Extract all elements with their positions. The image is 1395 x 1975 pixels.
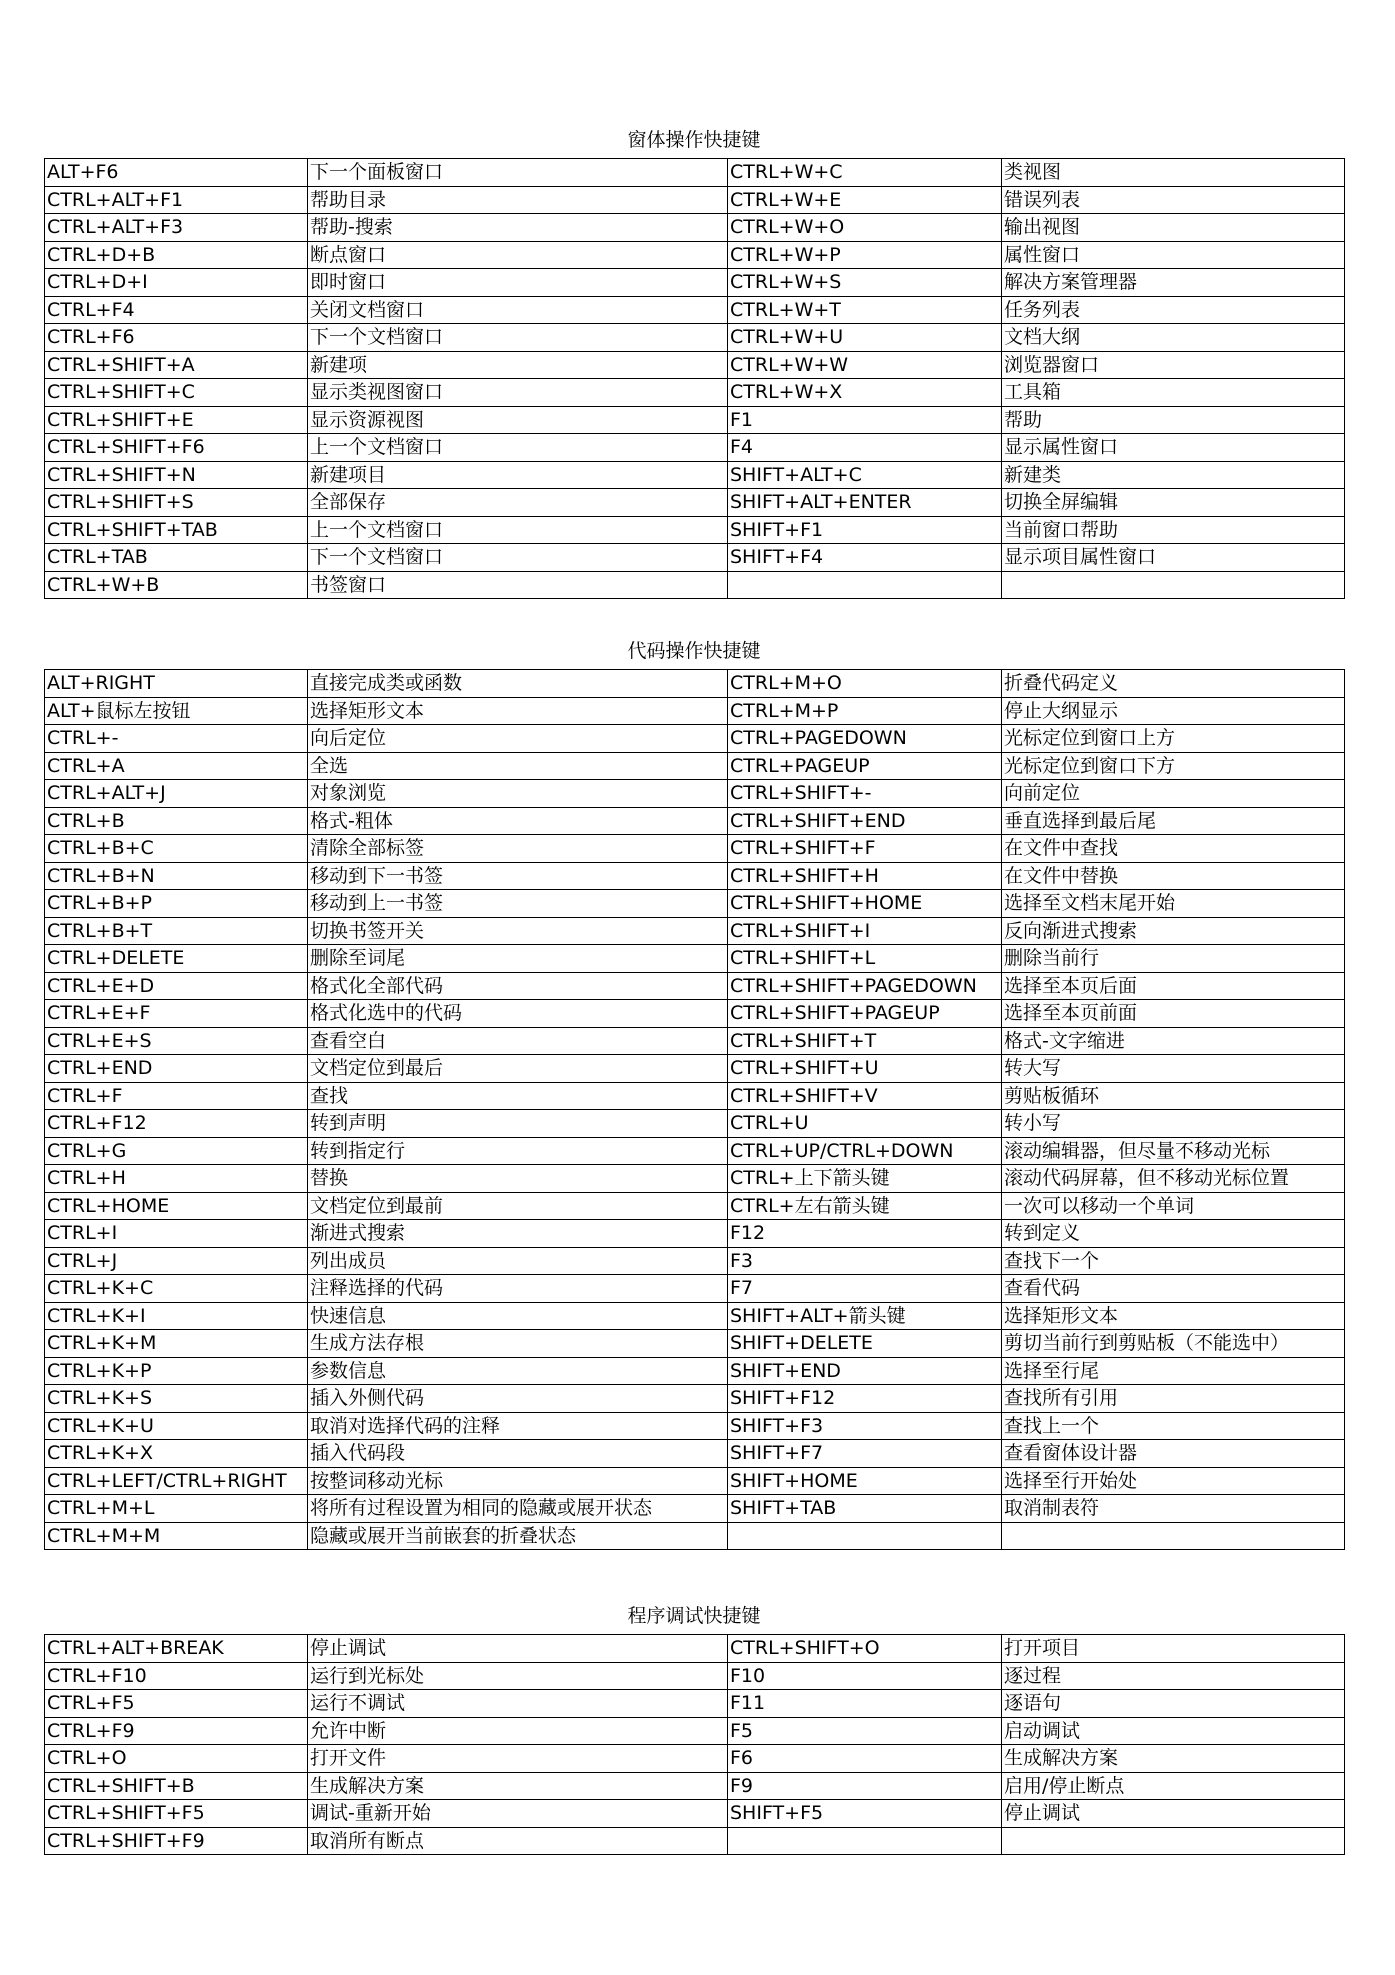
shortcut-description-cell: 错误列表: [1002, 186, 1345, 214]
shortcut-description-cell: 生成解决方案: [1002, 1745, 1345, 1773]
shortcut-key-cell: SHIFT+F4: [728, 544, 1002, 572]
shortcut-description-cell: 替换: [308, 1165, 728, 1193]
table-row: [45, 1302, 1345, 1330]
shortcut-description-cell: 注释选择的代码: [308, 1275, 728, 1303]
shortcut-key-cell: CTRL+G: [45, 1137, 308, 1165]
shortcut-key-cell: CTRL+K+I: [45, 1302, 308, 1330]
shortcut-key-cell: CTRL+ALT+F3: [45, 214, 308, 242]
table-row: [45, 1690, 1345, 1718]
table-row: [45, 1165, 1345, 1193]
shortcut-description-cell: 显示资源视图: [308, 406, 728, 434]
shortcut-description-cell: 任务列表: [1002, 296, 1345, 324]
shortcut-key-cell: CTRL+B+P: [45, 890, 308, 918]
shortcut-key-cell: SHIFT+ALT+箭头键: [728, 1302, 1002, 1330]
shortcut-key-cell: CTRL+U: [728, 1110, 1002, 1138]
shortcut-key-cell: SHIFT+ALT+ENTER: [728, 489, 1002, 517]
shortcut-key-cell: CTRL+SHIFT+-: [728, 780, 1002, 808]
shortcut-description-cell: 转小写: [1002, 1110, 1345, 1138]
table-row: [45, 1247, 1345, 1275]
table-row: [45, 1110, 1345, 1138]
shortcut-key-cell: CTRL+SHIFT+TAB: [45, 516, 308, 544]
shortcut-key-cell: CTRL+K+P: [45, 1357, 308, 1385]
shortcut-key-cell: CTRL+J: [45, 1247, 308, 1275]
shortcut-key-cell: CTRL+W+E: [728, 186, 1002, 214]
shortcut-description-cell: 选择至本页后面: [1002, 972, 1345, 1000]
shortcut-description-cell: 一次可以移动一个单词: [1002, 1192, 1345, 1220]
shortcut-key-cell: CTRL+W+U: [728, 324, 1002, 352]
shortcut-description-cell: 切换全屏编辑: [1002, 489, 1345, 517]
shortcut-description-cell: 逐语句: [1002, 1690, 1345, 1718]
shortcut-key-cell: SHIFT+F12: [728, 1385, 1002, 1413]
shortcut-description-cell: 移动到上一书签: [308, 890, 728, 918]
shortcut-key-cell: CTRL+TAB: [45, 544, 308, 572]
shortcut-key-cell: CTRL+W+W: [728, 351, 1002, 379]
section-title: 窗体操作快捷键: [627, 129, 761, 151]
shortcut-description-cell: 选择至文档末尾开始: [1002, 890, 1345, 918]
shortcut-key-cell: CTRL+SHIFT+F: [728, 835, 1002, 863]
shortcut-key-cell: CTRL+SHIFT+END: [728, 807, 1002, 835]
shortcut-key-cell: F9: [728, 1772, 1002, 1800]
shortcut-description-cell: 取消所有断点: [308, 1827, 728, 1855]
section-window-shortcuts: [44, 129, 1344, 599]
shortcut-key-cell: CTRL+SHIFT+HOME: [728, 890, 1002, 918]
table-row: [45, 1027, 1345, 1055]
table-row: [45, 1275, 1345, 1303]
table-row: [45, 241, 1345, 269]
shortcut-description-cell: 折叠代码定义: [1002, 670, 1345, 698]
shortcut-description-cell: 文档定位到最前: [308, 1192, 728, 1220]
shortcut-key-cell: CTRL+SHIFT+V: [728, 1082, 1002, 1110]
shortcut-description-cell: 上一个文档窗口: [308, 516, 728, 544]
table-row: [45, 1357, 1345, 1385]
section-title: 代码操作快捷键: [627, 640, 761, 662]
shortcut-key-cell: CTRL+D+I: [45, 269, 308, 297]
shortcut-description-cell: 对象浏览: [308, 780, 728, 808]
shortcut-description-cell: 生成解决方案: [308, 1772, 728, 1800]
shortcut-description-cell: 选择至本页前面: [1002, 1000, 1345, 1028]
shortcut-key-cell: ALT+F6: [45, 159, 308, 187]
shortcut-description-cell: 剪贴板循环: [1002, 1082, 1345, 1110]
shortcut-description-cell: 选择至行开始处: [1002, 1467, 1345, 1495]
shortcut-description-cell: 滚动编辑器，但尽量不移动光标: [1002, 1137, 1345, 1165]
shortcut-description-cell: 逐过程: [1002, 1662, 1345, 1690]
shortcut-description-cell: 取消对选择代码的注释: [308, 1412, 728, 1440]
table-row: [45, 1137, 1345, 1165]
shortcut-description-cell: 转到指定行: [308, 1137, 728, 1165]
shortcut-key-cell: CTRL+O: [45, 1745, 308, 1773]
shortcut-key-cell: ALT+RIGHT: [45, 670, 308, 698]
shortcut-key-cell: CTRL+SHIFT+F9: [45, 1827, 308, 1855]
table-row: [45, 1440, 1345, 1468]
table-row: [45, 461, 1345, 489]
shortcut-description-cell: 插入代码段: [308, 1440, 728, 1468]
shortcut-description-cell: 查找上一个: [1002, 1412, 1345, 1440]
shortcut-key-cell: CTRL+HOME: [45, 1192, 308, 1220]
table-row: [45, 862, 1345, 890]
shortcut-key-cell: CTRL+SHIFT+U: [728, 1055, 1002, 1083]
shortcut-description-cell: 转到声明: [308, 1110, 728, 1138]
shortcut-key-cell: SHIFT+TAB: [728, 1495, 1002, 1523]
table-row: [45, 835, 1345, 863]
shortcut-description-cell: 关闭文档窗口: [308, 296, 728, 324]
shortcut-key-cell: CTRL+左右箭头键: [728, 1192, 1002, 1220]
shortcut-description-cell: 切换书签开关: [308, 917, 728, 945]
shortcut-description-cell: 取消制表符: [1002, 1495, 1345, 1523]
shortcut-key-cell: CTRL+PAGEDOWN: [728, 725, 1002, 753]
table-row: [45, 1662, 1345, 1690]
table-row: [45, 1800, 1345, 1828]
shortcut-key-cell: SHIFT+END: [728, 1357, 1002, 1385]
shortcut-description-cell: 调试-重新开始: [308, 1800, 728, 1828]
shortcut-description-cell: 下一个文档窗口: [308, 544, 728, 572]
shortcut-description-cell: 下一个文档窗口: [308, 324, 728, 352]
table-row: [45, 1000, 1345, 1028]
shortcut-description-cell: 在文件中查找: [1002, 835, 1345, 863]
shortcut-description-cell: 渐进式搜索: [308, 1220, 728, 1248]
shortcut-description-cell: 停止大纲显示: [1002, 697, 1345, 725]
shortcut-description-cell: 书签窗口: [308, 571, 728, 599]
table-row: [45, 1522, 1345, 1550]
shortcut-description-cell: 选择至行尾: [1002, 1357, 1345, 1385]
table-row: [45, 544, 1345, 572]
shortcut-key-cell: CTRL+SHIFT+N: [45, 461, 308, 489]
shortcut-description-cell: 属性窗口: [1002, 241, 1345, 269]
table-row: [45, 670, 1345, 698]
shortcut-description-cell: 类视图: [1002, 159, 1345, 187]
shortcut-description-cell: 帮助: [1002, 406, 1345, 434]
table-row: [45, 269, 1345, 297]
shortcut-description-cell: 工具箱: [1002, 379, 1345, 407]
shortcut-description-cell: [1002, 1827, 1345, 1855]
shortcut-description-cell: [1002, 1522, 1345, 1550]
table-row: [45, 159, 1345, 187]
shortcut-key-cell: F10: [728, 1662, 1002, 1690]
shortcut-table: [44, 158, 1345, 599]
shortcut-description-cell: [1002, 571, 1345, 599]
shortcut-key-cell: CTRL+SHIFT+L: [728, 945, 1002, 973]
shortcut-key-cell: CTRL+SHIFT+E: [45, 406, 308, 434]
shortcut-description-cell: 快速信息: [308, 1302, 728, 1330]
shortcut-description-cell: 帮助-搜索: [308, 214, 728, 242]
shortcut-key-cell: CTRL+M+P: [728, 697, 1002, 725]
shortcut-description-cell: 当前窗口帮助: [1002, 516, 1345, 544]
shortcut-key-cell: CTRL+F: [45, 1082, 308, 1110]
shortcut-key-cell: SHIFT+HOME: [728, 1467, 1002, 1495]
table-row: [45, 1467, 1345, 1495]
table-row: [45, 516, 1345, 544]
shortcut-description-cell: 转到定义: [1002, 1220, 1345, 1248]
shortcut-key-cell: CTRL+ALT+F1: [45, 186, 308, 214]
shortcut-description-cell: 新建项目: [308, 461, 728, 489]
table-row: [45, 351, 1345, 379]
shortcut-description-cell: 选择矩形文本: [1002, 1302, 1345, 1330]
shortcut-key-cell: CTRL+W+X: [728, 379, 1002, 407]
shortcut-description-cell: 输出视图: [1002, 214, 1345, 242]
shortcut-key-cell: SHIFT+ALT+C: [728, 461, 1002, 489]
table-row: [45, 1055, 1345, 1083]
shortcut-description-cell: 运行不调试: [308, 1690, 728, 1718]
shortcut-key-cell: CTRL+END: [45, 1055, 308, 1083]
shortcut-description-cell: 打开项目: [1002, 1635, 1345, 1663]
shortcut-key-cell: SHIFT+F7: [728, 1440, 1002, 1468]
section-code-shortcuts: [44, 640, 1344, 1550]
table-row: [45, 752, 1345, 780]
shortcut-description-cell: 文档定位到最后: [308, 1055, 728, 1083]
shortcut-description-cell: 查找: [308, 1082, 728, 1110]
shortcut-description-cell: 格式化选中的代码: [308, 1000, 728, 1028]
shortcut-key-cell: [728, 1522, 1002, 1550]
shortcut-key-cell: CTRL+SHIFT+PAGEDOWN: [728, 972, 1002, 1000]
shortcut-key-cell: F12: [728, 1220, 1002, 1248]
shortcut-description-cell: 按整词移动光标: [308, 1467, 728, 1495]
shortcut-description-cell: 查看窗体设计器: [1002, 1440, 1345, 1468]
shortcut-key-cell: CTRL+SHIFT+F5: [45, 1800, 308, 1828]
shortcut-key-cell: CTRL+SHIFT+A: [45, 351, 308, 379]
shortcut-key-cell: CTRL+W+C: [728, 159, 1002, 187]
shortcut-key-cell: CTRL+W+P: [728, 241, 1002, 269]
shortcut-description-cell: 删除至词尾: [308, 945, 728, 973]
table-row: [45, 917, 1345, 945]
shortcut-key-cell: CTRL+B: [45, 807, 308, 835]
shortcut-description-cell: 滚动代码屏幕，但不移动光标位置: [1002, 1165, 1345, 1193]
shortcut-description-cell: 剪切当前行到剪贴板（不能选中）: [1002, 1330, 1345, 1358]
shortcut-key-cell: SHIFT+DELETE: [728, 1330, 1002, 1358]
shortcut-description-cell: 删除当前行: [1002, 945, 1345, 973]
shortcut-key-cell: CTRL+SHIFT+B: [45, 1772, 308, 1800]
shortcut-key-cell: CTRL+SHIFT+F6: [45, 434, 308, 462]
shortcut-key-cell: CTRL+W+S: [728, 269, 1002, 297]
shortcut-description-cell: 查看代码: [1002, 1275, 1345, 1303]
shortcut-key-cell: CTRL+A: [45, 752, 308, 780]
shortcut-description-cell: 即时窗口: [308, 269, 728, 297]
table-row: [45, 725, 1345, 753]
table-row: [45, 1495, 1345, 1523]
shortcut-description-cell: 格式化全部代码: [308, 972, 728, 1000]
shortcut-key-cell: SHIFT+F5: [728, 1800, 1002, 1828]
shortcut-key-cell: CTRL+M+O: [728, 670, 1002, 698]
table-row: [45, 1745, 1345, 1773]
table-row: [45, 807, 1345, 835]
shortcut-table: [44, 1634, 1345, 1855]
shortcut-key-cell: CTRL+SHIFT+O: [728, 1635, 1002, 1663]
table-row: [45, 489, 1345, 517]
shortcut-key-cell: CTRL+W+O: [728, 214, 1002, 242]
table-row: [45, 186, 1345, 214]
shortcut-description-cell: 运行到光标处: [308, 1662, 728, 1690]
table-row: [45, 1330, 1345, 1358]
shortcut-key-cell: CTRL+E+S: [45, 1027, 308, 1055]
table-row: [45, 434, 1345, 462]
shortcut-description-cell: 参数信息: [308, 1357, 728, 1385]
shortcut-description-cell: 查看空白: [308, 1027, 728, 1055]
section-title: 程序调试快捷键: [627, 1605, 761, 1627]
shortcut-key-cell: CTRL+F6: [45, 324, 308, 352]
table-row: [45, 1192, 1345, 1220]
shortcut-description-cell: 转大写: [1002, 1055, 1345, 1083]
table-row: [45, 1827, 1345, 1855]
shortcut-description-cell: 选择矩形文本: [308, 697, 728, 725]
shortcut-key-cell: CTRL+F4: [45, 296, 308, 324]
shortcut-key-cell: CTRL+I: [45, 1220, 308, 1248]
shortcut-description-cell: 向前定位: [1002, 780, 1345, 808]
shortcut-key-cell: CTRL+K+C: [45, 1275, 308, 1303]
shortcut-description-cell: 启用/停止断点: [1002, 1772, 1345, 1800]
shortcut-key-cell: CTRL+ALT+BREAK: [45, 1635, 308, 1663]
shortcut-description-cell: 文档大纲: [1002, 324, 1345, 352]
table-row: [45, 1220, 1345, 1248]
shortcut-key-cell: CTRL+SHIFT+S: [45, 489, 308, 517]
shortcut-description-cell: 停止调试: [1002, 1800, 1345, 1828]
shortcut-key-cell: CTRL+SHIFT+PAGEUP: [728, 1000, 1002, 1028]
shortcut-key-cell: CTRL+SHIFT+T: [728, 1027, 1002, 1055]
shortcut-key-cell: SHIFT+F1: [728, 516, 1002, 544]
shortcut-description-cell: 断点窗口: [308, 241, 728, 269]
shortcut-key-cell: F11: [728, 1690, 1002, 1718]
shortcut-description-cell: 上一个文档窗口: [308, 434, 728, 462]
table-row: [45, 214, 1345, 242]
shortcut-key-cell: CTRL+F10: [45, 1662, 308, 1690]
shortcut-key-cell: CTRL+K+U: [45, 1412, 308, 1440]
shortcut-description-cell: 新建项: [308, 351, 728, 379]
shortcut-description-cell: 显示项目属性窗口: [1002, 544, 1345, 572]
table-row: [45, 379, 1345, 407]
shortcut-key-cell: CTRL+LEFT/CTRL+RIGHT: [45, 1467, 308, 1495]
shortcut-description-cell: 启动调试: [1002, 1717, 1345, 1745]
shortcut-description-cell: 格式-粗体: [308, 807, 728, 835]
shortcut-description-cell: 显示类视图窗口: [308, 379, 728, 407]
shortcut-key-cell: CTRL+M+M: [45, 1522, 308, 1550]
table-row: [45, 1385, 1345, 1413]
shortcut-description-cell: 反向渐进式搜索: [1002, 917, 1345, 945]
shortcut-table: [44, 669, 1345, 1550]
shortcut-description-cell: 向后定位: [308, 725, 728, 753]
shortcut-description-cell: 浏览器窗口: [1002, 351, 1345, 379]
shortcut-key-cell: CTRL+W+B: [45, 571, 308, 599]
shortcut-description-cell: 打开文件: [308, 1745, 728, 1773]
shortcut-description-cell: 直接完成类或函数: [308, 670, 728, 698]
shortcut-description-cell: 查找下一个: [1002, 1247, 1345, 1275]
shortcut-description-cell: 允许中断: [308, 1717, 728, 1745]
shortcut-key-cell: F7: [728, 1275, 1002, 1303]
shortcut-description-cell: 光标定位到窗口上方: [1002, 725, 1345, 753]
table-row: [45, 697, 1345, 725]
table-row: [45, 324, 1345, 352]
shortcut-description-cell: 帮助目录: [308, 186, 728, 214]
shortcut-key-cell: CTRL+M+L: [45, 1495, 308, 1523]
table-row: [45, 780, 1345, 808]
shortcut-description-cell: 移动到下一书签: [308, 862, 728, 890]
shortcut-key-cell: CTRL+F5: [45, 1690, 308, 1718]
shortcut-description-cell: 清除全部标签: [308, 835, 728, 863]
shortcut-key-cell: CTRL+-: [45, 725, 308, 753]
shortcut-key-cell: [728, 1827, 1002, 1855]
table-row: [45, 571, 1345, 599]
shortcut-key-cell: F3: [728, 1247, 1002, 1275]
table-row: [45, 1635, 1345, 1663]
shortcut-key-cell: CTRL+K+S: [45, 1385, 308, 1413]
shortcut-key-cell: F5: [728, 1717, 1002, 1745]
shortcut-description-cell: 格式-文字缩进: [1002, 1027, 1345, 1055]
shortcut-description-cell: 光标定位到窗口下方: [1002, 752, 1345, 780]
table-row: [45, 945, 1345, 973]
shortcut-description-cell: 新建类: [1002, 461, 1345, 489]
shortcut-description-cell: 全部保存: [308, 489, 728, 517]
shortcut-key-cell: CTRL+F12: [45, 1110, 308, 1138]
shortcut-key-cell: F1: [728, 406, 1002, 434]
shortcut-key-cell: CTRL+W+T: [728, 296, 1002, 324]
shortcut-key-cell: CTRL+K+X: [45, 1440, 308, 1468]
shortcut-key-cell: CTRL+SHIFT+H: [728, 862, 1002, 890]
shortcut-key-cell: CTRL+UP/CTRL+DOWN: [728, 1137, 1002, 1165]
shortcut-key-cell: CTRL+上下箭头键: [728, 1165, 1002, 1193]
shortcut-key-cell: CTRL+H: [45, 1165, 308, 1193]
shortcut-key-cell: [728, 571, 1002, 599]
shortcut-description-cell: 生成方法存根: [308, 1330, 728, 1358]
shortcut-key-cell: CTRL+K+M: [45, 1330, 308, 1358]
shortcut-description-cell: 显示属性窗口: [1002, 434, 1345, 462]
shortcut-key-cell: F6: [728, 1745, 1002, 1773]
shortcut-description-cell: 解决方案管理器: [1002, 269, 1345, 297]
shortcut-key-cell: CTRL+PAGEUP: [728, 752, 1002, 780]
shortcut-description-cell: 插入外侧代码: [308, 1385, 728, 1413]
shortcut-description-cell: 列出成员: [308, 1247, 728, 1275]
shortcut-key-cell: CTRL+E+F: [45, 1000, 308, 1028]
shortcut-description-cell: 下一个面板窗口: [308, 159, 728, 187]
shortcut-key-cell: CTRL+DELETE: [45, 945, 308, 973]
shortcut-key-cell: CTRL+ALT+J: [45, 780, 308, 808]
shortcut-key-cell: CTRL+E+D: [45, 972, 308, 1000]
shortcut-key-cell: CTRL+F9: [45, 1717, 308, 1745]
shortcut-key-cell: CTRL+SHIFT+C: [45, 379, 308, 407]
shortcut-key-cell: CTRL+SHIFT+I: [728, 917, 1002, 945]
table-row: [45, 406, 1345, 434]
shortcut-key-cell: CTRL+B+T: [45, 917, 308, 945]
shortcut-description-cell: 在文件中替换: [1002, 862, 1345, 890]
table-row: [45, 1717, 1345, 1745]
shortcut-key-cell: ALT+鼠标左按钮: [45, 697, 308, 725]
table-row: [45, 1082, 1345, 1110]
shortcut-key-cell: CTRL+D+B: [45, 241, 308, 269]
shortcut-key-cell: F4: [728, 434, 1002, 462]
shortcut-description-cell: 将所有过程设置为相同的隐藏或展开状态: [308, 1495, 728, 1523]
table-row: [45, 972, 1345, 1000]
shortcut-description-cell: 垂直选择到最后尾: [1002, 807, 1345, 835]
section-debug-shortcuts: [44, 1605, 1344, 1855]
table-row: [45, 1772, 1345, 1800]
shortcut-description-cell: 查找所有引用: [1002, 1385, 1345, 1413]
shortcut-key-cell: CTRL+B+C: [45, 835, 308, 863]
shortcut-key-cell: CTRL+B+N: [45, 862, 308, 890]
table-row: [45, 296, 1345, 324]
table-row: [45, 890, 1345, 918]
table-row: [45, 1412, 1345, 1440]
shortcut-key-cell: SHIFT+F3: [728, 1412, 1002, 1440]
shortcut-description-cell: 全选: [308, 752, 728, 780]
shortcut-description-cell: 停止调试: [308, 1635, 728, 1663]
shortcut-description-cell: 隐藏或展开当前嵌套的折叠状态: [308, 1522, 728, 1550]
